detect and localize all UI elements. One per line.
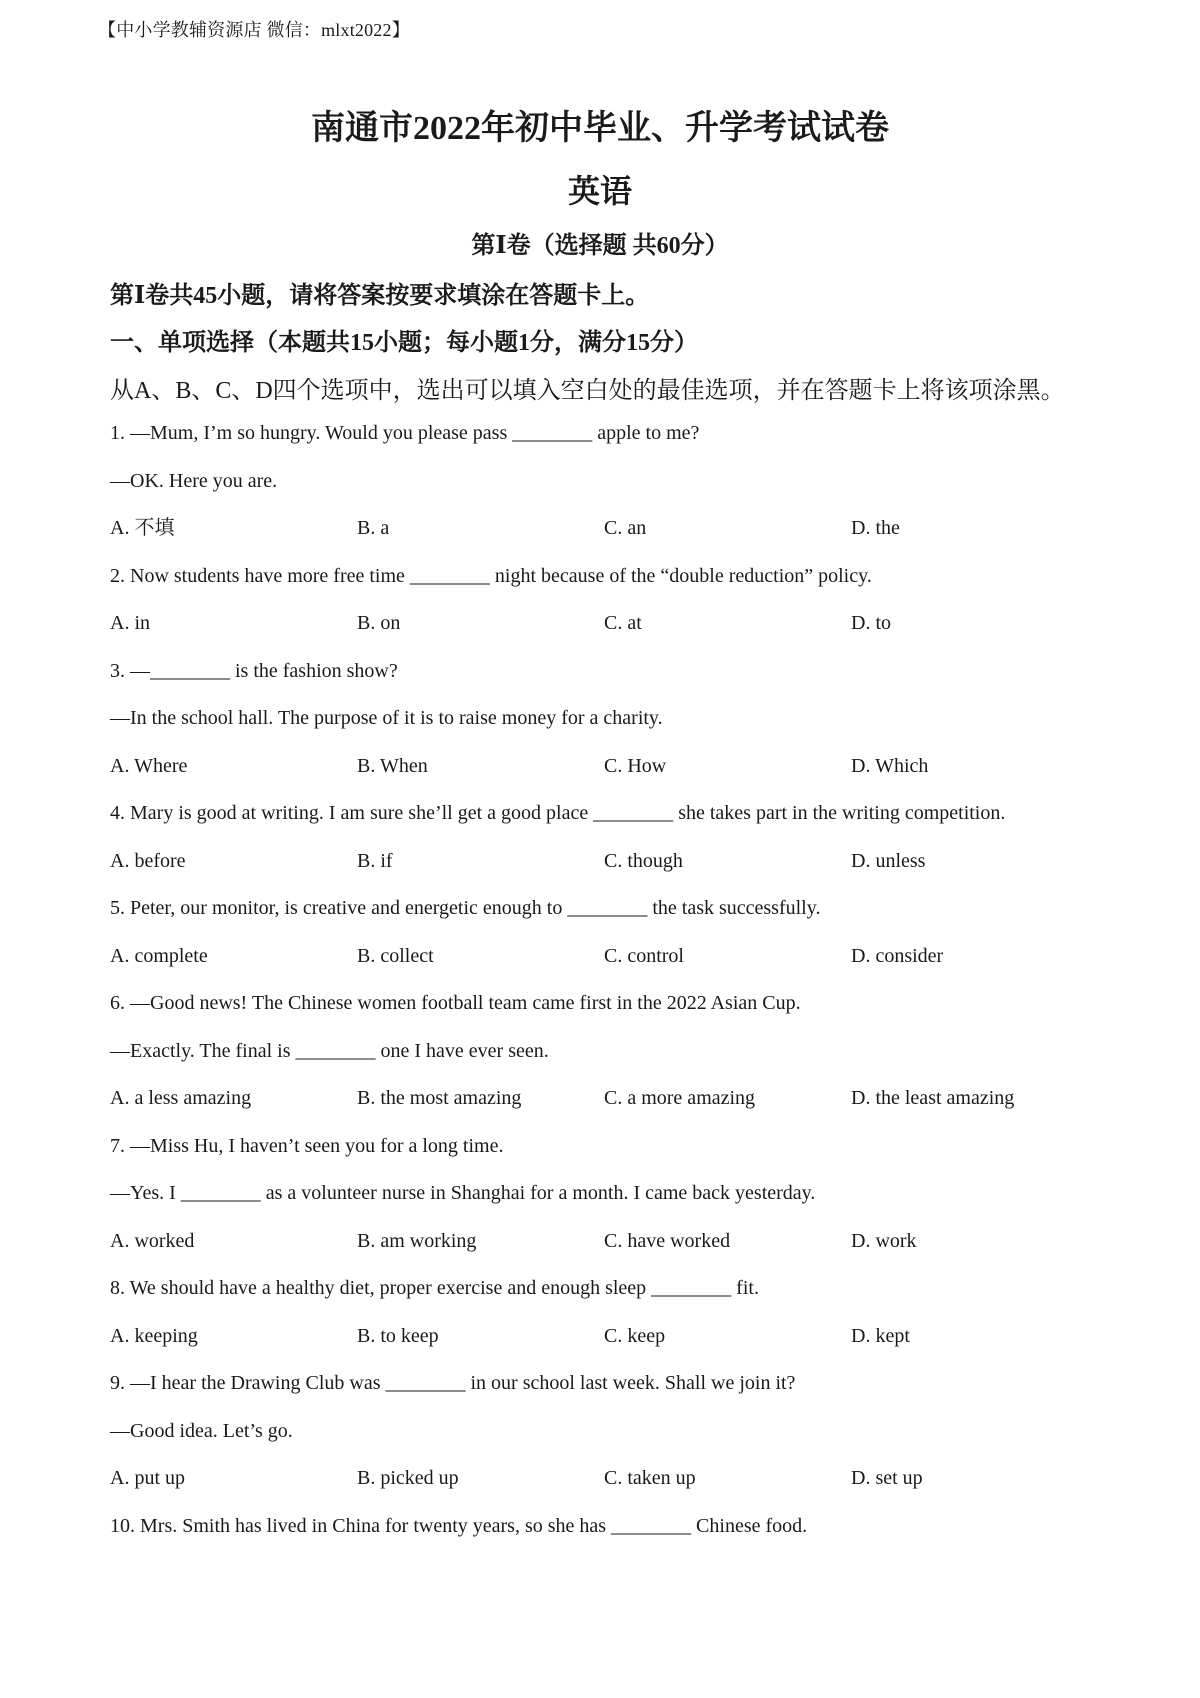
question-5: [110, 890, 1130, 985]
option-b: B. am working: [357, 1229, 477, 1252]
question-stem: 1. —Mum, I’m so hungry. Would you please pass ________ apple to me?: [110, 422, 700, 444]
options-row: [110, 938, 1130, 986]
option-d: D. Which: [851, 754, 929, 777]
option-d: D. to: [851, 612, 891, 634]
option-b: B. to keep: [357, 1324, 439, 1347]
part-title: 第Ⅰ卷（选择题 共60分）: [471, 233, 729, 259]
options-row: [110, 843, 1130, 891]
option-b: B. When: [357, 754, 428, 777]
option-d: D. consider: [851, 944, 944, 967]
option-d: D. the least amazing: [851, 1087, 1015, 1109]
options-row: [110, 510, 1130, 558]
option-a: A. in: [110, 612, 150, 634]
question-7: [110, 1128, 1130, 1271]
option-d: D. set up: [851, 1467, 923, 1489]
options-row: [110, 1318, 1130, 1366]
question-6: [110, 985, 1130, 1128]
question-stem: 10. Mrs. Smith has lived in China for twenty years, so she has ________ Chinese food.: [110, 1514, 808, 1537]
option-c: C. an: [604, 517, 647, 539]
question-stem: 4. Mary is good at writing. I am sure she’ll get a good place ________ she takes part in the writing competition.: [110, 802, 1006, 824]
option-c: C. have worked: [604, 1229, 731, 1252]
option-b: B. on: [357, 612, 401, 634]
option-a: A. a less amazing: [110, 1087, 252, 1109]
question-2: [110, 558, 1130, 653]
question-9: [110, 1365, 1130, 1508]
question-list: [110, 415, 1130, 1555]
option-b: B. collect: [357, 944, 434, 967]
option-b: B. the most amazing: [357, 1087, 522, 1109]
question-stem: 5. Peter, our monitor, is creative and energetic enough to ________ the task successfully.: [110, 897, 821, 919]
options-row: [110, 748, 1130, 796]
option-d: D. work: [851, 1229, 917, 1252]
question-stem: 9. —I hear the Drawing Club was ________ in our school last week. Shall we join it?: [110, 1372, 796, 1394]
options-row: [110, 1223, 1130, 1271]
option-a: A. before: [110, 849, 186, 872]
question-stem: 6. —Good news! The Chinese women football team came first in the 2022 Asian Cup.: [110, 992, 801, 1014]
options-row: [110, 605, 1130, 653]
option-c: C. keep: [604, 1324, 666, 1347]
question-stem: 7. —Miss Hu, I haven’t seen you for a long time.: [110, 1134, 504, 1157]
option-b: B. picked up: [357, 1467, 459, 1489]
exam-title: 南通市2022年初中毕业、升学考试试卷: [311, 110, 889, 147]
question-stem: 3. —________ is the fashion show?: [110, 659, 398, 682]
question-stem: 8. We should have a healthy diet, proper exercise and enough sleep ________ fit.: [110, 1277, 759, 1299]
question-dialogue-line: —Exactly. The final is ________ one I have ever seen.: [110, 1039, 549, 1062]
question-1: [110, 415, 1130, 558]
question-3: [110, 653, 1130, 796]
header-note: 【中小学教辅资源店 微信：mlxt2022】: [98, 20, 410, 40]
option-a: A. put up: [110, 1467, 185, 1489]
question-4: [110, 795, 1130, 890]
option-c: C. though: [604, 849, 683, 872]
option-c: C. control: [604, 944, 684, 967]
option-a: A. worked: [110, 1229, 195, 1252]
question-10: [110, 1508, 1130, 1556]
option-c: C. How: [604, 754, 667, 777]
option-a: A. 不填: [110, 517, 175, 539]
question-stem: 2. Now students have more free time ________ night because of the “double reduction” policy.: [110, 564, 872, 587]
option-c: C. at: [604, 612, 642, 634]
question-dialogue-line: —OK. Here you are.: [110, 469, 278, 492]
option-d: D. unless: [851, 849, 926, 872]
part-note: 第Ⅰ卷共45小题，请将答案按要求填涂在答题卡上。: [110, 283, 650, 309]
option-b: B. if: [357, 849, 393, 872]
section-title: 一、单项选择（本题共15小题；每小题1分，满分15分）: [110, 330, 698, 356]
question-dialogue-line: —In the school hall. The purpose of it is to raise money for a charity.: [110, 707, 663, 729]
option-d: D. the: [851, 517, 900, 539]
option-a: A. Where: [110, 754, 188, 777]
option-c: C. a more amazing: [604, 1087, 756, 1109]
option-b: B. a: [357, 517, 390, 539]
question-dialogue-line: —Good idea. Let’s go.: [110, 1419, 293, 1442]
options-row: [110, 1460, 1130, 1508]
instruction: 从A、B、C、D四个选项中，选出可以填入空白处的最佳选项，并在答题卡上将该项涂黑。: [110, 378, 1065, 404]
question-8: [110, 1270, 1130, 1365]
option-a: A. keeping: [110, 1324, 198, 1347]
question-dialogue-line: —Yes. I ________ as a volunteer nurse in Shanghai for a month. I came back yesterday.: [110, 1182, 816, 1204]
option-c: C. taken up: [604, 1467, 696, 1489]
options-row: [110, 1080, 1130, 1128]
subject-title: 英语: [567, 173, 632, 209]
option-a: A. complete: [110, 944, 208, 967]
option-d: D. kept: [851, 1324, 910, 1347]
